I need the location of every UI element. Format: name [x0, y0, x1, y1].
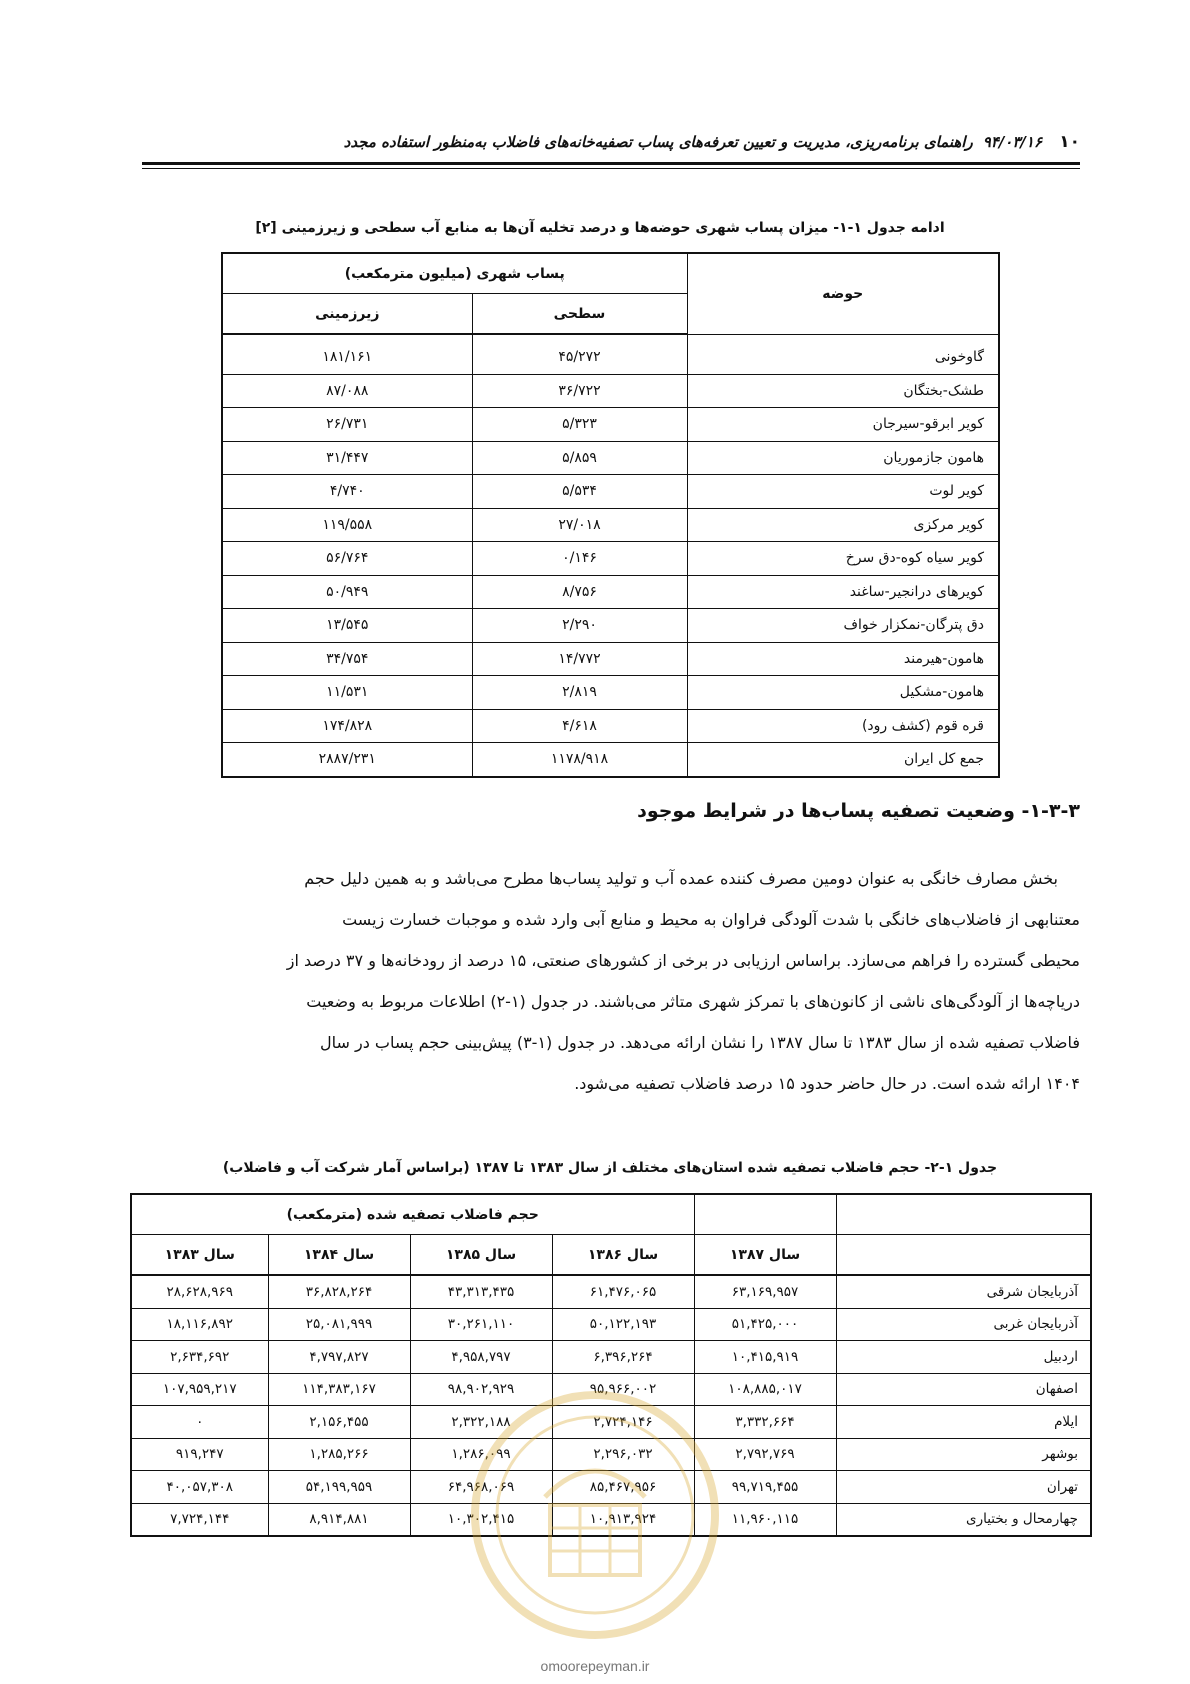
header-province-empty: [836, 1194, 1091, 1235]
header-title: راهنمای برنامه‌ریزی، مدیریت و تعیین تعرفه‌های پساب تصفیه‌خانه‌های فاضلاب به‌منظور استفاده مجدد: [343, 133, 973, 151]
table-row: [222, 609, 999, 643]
surface-value: ۲/۲۹۰: [472, 609, 687, 643]
paragraph-line: معتنابهی از فاضلاب‌های خانگی با شدت آلودگی فراوان به محیط و منابع آبی وارد شده و موجبات خسارت زیست: [342, 910, 1080, 929]
table-row: [222, 441, 999, 475]
header-blank: [694, 1194, 836, 1235]
volume-value: ۹۵,۹۶۶,۰۰۲: [552, 1373, 694, 1406]
volume-value: ۶۱,۴۷۶,۰۶۵: [552, 1275, 694, 1308]
header-urban-wastewater: پساب شهری (میلیون مترمکعب): [222, 253, 687, 294]
header-treated-volume: حجم فاضلاب تصفیه شده (مترمکعب): [131, 1194, 694, 1235]
volume-value: ۶۳,۱۶۹,۹۵۷: [694, 1275, 836, 1308]
paragraph-line: ۱۴۰۴ ارائه شده است. در حال حاضر حدود ۱۵ درصد فاضلاب تصفیه می‌شود.: [574, 1074, 1080, 1093]
header-rule-thick: [142, 162, 1080, 165]
volume-value: ۶۴,۹۶۸,۰۶۹: [410, 1471, 552, 1504]
volume-value: ۲,۷۲۴,۱۴۶: [552, 1406, 694, 1439]
ground-value: ۵۰/۹۴۹: [222, 575, 472, 609]
header-year: سال ۱۳۸۴: [268, 1235, 410, 1276]
basin-name: هامون جازموریان: [687, 441, 999, 475]
volume-value: ۲,۱۵۶,۴۵۵: [268, 1406, 410, 1439]
header-rule-thin: [142, 168, 1080, 169]
volume-value: ۳۶,۸۲۸,۲۶۴: [268, 1275, 410, 1308]
surface-value: ۲/۸۱۹: [472, 676, 687, 710]
ground-value: ۱۷۴/۸۲۸: [222, 709, 472, 743]
volume-value: ۲۵,۰۸۱,۹۹۹: [268, 1308, 410, 1341]
header-date: ۹۴/۰۳/۱۶: [982, 133, 1042, 151]
table-row: [222, 676, 999, 710]
paragraph-line: دریاچه‌ها از آلودگی‌های ناشی از کانون‌های با تمرکز شهری متاثر می‌باشند. در جدول (۱-۲) اطلاعات مربوط به وضعیت: [306, 992, 1080, 1011]
ground-value: ۳۱/۴۴۷: [222, 441, 472, 475]
basin-name: جمع کل ایران: [687, 743, 999, 777]
header-year: سال ۱۳۸۳: [131, 1235, 268, 1276]
volume-value: ۳,۳۳۲,۶۶۴: [694, 1406, 836, 1439]
surface-value: ۴۵/۲۷۲: [472, 334, 687, 374]
basin-name: کویر مرکزی: [687, 508, 999, 542]
province-name: تهران: [836, 1471, 1091, 1504]
surface-value: ۴/۶۱۸: [472, 709, 687, 743]
paragraph-line: محیطی گسترده را فراهم می‌سازد. براساس ارزیابی در برخی از کشورهای صنعتی، ۱۵ درصد از رودخانه‌ها و ۳۷ درصد از: [286, 951, 1080, 970]
basin-name: طشک-بختگان: [687, 374, 999, 408]
volume-value: ۲,۶۳۴,۶۹۲: [131, 1341, 268, 1374]
ground-value: ۱۳/۵۴۵: [222, 609, 472, 643]
surface-value: ۵/۵۳۴: [472, 475, 687, 509]
volume-value: ۱۰,۳۰۲,۴۱۵: [410, 1503, 552, 1536]
volume-value: ۵۱,۴۲۵,۰۰۰: [694, 1308, 836, 1341]
province-name: آذربایجان شرقی: [836, 1275, 1091, 1308]
basin-name: دق پترگان-نمکزار خواف: [687, 609, 999, 643]
basin-wastewater-table: [221, 252, 1000, 778]
volume-value: ۴۳,۳۱۳,۴۳۵: [410, 1275, 552, 1308]
header-ground: زیرزمینی: [222, 294, 472, 335]
province-name: بوشهر: [836, 1438, 1091, 1471]
ground-value: ۳۴/۷۵۴: [222, 642, 472, 676]
volume-value: ۱۰۷,۹۵۹,۲۱۷: [131, 1373, 268, 1406]
table-row: [222, 374, 999, 408]
basin-name: کویرهای درانجیر-ساغند: [687, 575, 999, 609]
surface-value: ۱۴/۷۷۲: [472, 642, 687, 676]
ground-value: ۲۸۸۷/۲۳۱: [222, 743, 472, 777]
volume-value: ۲۸,۶۲۸,۹۶۹: [131, 1275, 268, 1308]
surface-value: ۲۷/۰۱۸: [472, 508, 687, 542]
volume-value: ۱۰,۹۱۳,۹۲۴: [552, 1503, 694, 1536]
table2-caption: جدول ۱-۲- حجم فاضلاب تصفیه شده استان‌های مختلف از سال ۱۳۸۳ تا ۱۳۸۷ (براساس آمار شرکت آب و فاضلاب): [222, 1160, 998, 1176]
volume-value: ۳۰,۲۶۱,۱۱۰: [410, 1308, 552, 1341]
ground-value: ۵۶/۷۶۴: [222, 542, 472, 576]
volume-value: ۲,۲۹۶,۰۳۲: [552, 1438, 694, 1471]
ground-value: ۸۷/۰۸۸: [222, 374, 472, 408]
table-row: [222, 743, 999, 777]
volume-value: ۵۰,۱۲۲,۱۹۳: [552, 1308, 694, 1341]
paragraph-line: فاضلاب تصفیه شده از سال ۱۳۸۳ تا سال ۱۳۸۷ را نشان ارائه می‌دهد. در جدول (۱-۳) پیش‌بینی حجم پساب در سال: [319, 1033, 1080, 1052]
header-year: سال ۱۳۸۷: [694, 1235, 836, 1276]
volume-value: ۷,۷۲۴,۱۴۴: [131, 1503, 268, 1536]
basin-name: کویر لوت: [687, 475, 999, 509]
volume-value: ۴۰,۰۵۷,۳۰۸: [131, 1471, 268, 1504]
section-paragraph: [142, 858, 1080, 1104]
volume-value: ۸۵,۴۶۷,۹۵۶: [552, 1471, 694, 1504]
table-row: [131, 1341, 1091, 1374]
running-title: [344, 133, 1042, 151]
volume-value: ۸,۹۱۴,۸۸۱: [268, 1503, 410, 1536]
province-name: چهارمحال و بختیاری: [836, 1503, 1091, 1536]
volume-value: ۵۴,۱۹۹,۹۵۹: [268, 1471, 410, 1504]
ground-value: ۴/۷۴۰: [222, 475, 472, 509]
volume-value: ۹۱۹,۲۴۷: [131, 1438, 268, 1471]
basin-name: قره قوم (کشف رود): [687, 709, 999, 743]
ground-value: ۱۱۹/۵۵۸: [222, 508, 472, 542]
volume-value: ۱,۲۸۵,۲۶۶: [268, 1438, 410, 1471]
volume-value: ۲,۷۹۲,۷۶۹: [694, 1438, 836, 1471]
volume-value: ۱۱۴,۳۸۳,۱۶۷: [268, 1373, 410, 1406]
basin-name: هامون-مشکیل: [687, 676, 999, 710]
province-name: آذربایجان غربی: [836, 1308, 1091, 1341]
table-row: [222, 475, 999, 509]
header-year: سال ۱۳۸۵: [410, 1235, 552, 1276]
basin-name: کویر ابرقو-سیرجان: [687, 408, 999, 442]
table-row: [131, 1308, 1091, 1341]
header-basin: حوضه: [687, 253, 999, 334]
volume-value: ۱۰۸,۸۸۵,۰۱۷: [694, 1373, 836, 1406]
province-name: اردبیل: [836, 1341, 1091, 1374]
ground-value: ۱۱/۵۳۱: [222, 676, 472, 710]
seal-watermark-icon: [465, 1385, 725, 1645]
page-number: ۱۰: [1059, 132, 1080, 152]
table-row: [222, 508, 999, 542]
volume-value: ۱۰,۴۱۵,۹۱۹: [694, 1341, 836, 1374]
table-row: [222, 408, 999, 442]
surface-value: ۳۶/۷۲۲: [472, 374, 687, 408]
ground-value: ۱۸۱/۱۶۱: [222, 334, 472, 374]
volume-value: ۱,۲۸۶,۰۹۹: [410, 1438, 552, 1471]
volume-value: ۱۸,۱۱۶,۸۹۲: [131, 1308, 268, 1341]
table1-caption: ادامه جدول ۱-۱- میزان پساب شهری حوضه‌ها و درصد تخلیه آن‌ها به منابع آب سطحی و زیرزمینی [۲]: [255, 220, 945, 236]
table-row: [222, 542, 999, 576]
header-surface: سطحی: [472, 294, 687, 335]
volume-value: ۴,۹۵۸,۷۹۷: [410, 1341, 552, 1374]
volume-value: ۰: [131, 1406, 268, 1439]
basin-name: گاوخونی: [687, 334, 999, 374]
volume-value: ۶,۳۹۶,۲۶۴: [552, 1341, 694, 1374]
paragraph-line: بخش مصارف خانگی به عنوان دومین مصرف کننده عمده آب و تولید پساب‌ها مطرح می‌باشد و به همین دلیل حجم: [304, 869, 1058, 888]
volume-value: ۹۹,۷۱۹,۴۵۵: [694, 1471, 836, 1504]
surface-value: ۸/۷۵۶: [472, 575, 687, 609]
volume-value: ۱۱,۹۶۰,۱۱۵: [694, 1503, 836, 1536]
volume-value: ۲,۳۲۲,۱۸۸: [410, 1406, 552, 1439]
page-header: [142, 132, 1080, 158]
volume-value: ۴,۷۹۷,۸۲۷: [268, 1341, 410, 1374]
volume-value: ۹۸,۹۰۲,۹۲۹: [410, 1373, 552, 1406]
header-province: [836, 1235, 1091, 1276]
surface-value: ۵/۸۵۹: [472, 441, 687, 475]
table-row: [222, 642, 999, 676]
surface-value: ۱۱۷۸/۹۱۸: [472, 743, 687, 777]
basin-name: هامون-هیرمند: [687, 642, 999, 676]
table-row: [131, 1275, 1091, 1308]
section-heading: ۱-۳-۳- وضعیت تصفیه پساب‌ها در شرایط موجود: [637, 800, 1080, 822]
table-row: [222, 334, 999, 374]
basin-name: کویر سیاه کوه-دق سرخ: [687, 542, 999, 576]
surface-value: ۰/۱۴۶: [472, 542, 687, 576]
table-row: [222, 709, 999, 743]
table-row: [222, 575, 999, 609]
surface-value: ۵/۳۲۳: [472, 408, 687, 442]
header-year: سال ۱۳۸۶: [552, 1235, 694, 1276]
ground-value: ۲۶/۷۳۱: [222, 408, 472, 442]
province-name: اصفهان: [836, 1373, 1091, 1406]
site-url: omoorepeyman.ir: [540, 1658, 650, 1674]
province-name: ایلام: [836, 1406, 1091, 1439]
